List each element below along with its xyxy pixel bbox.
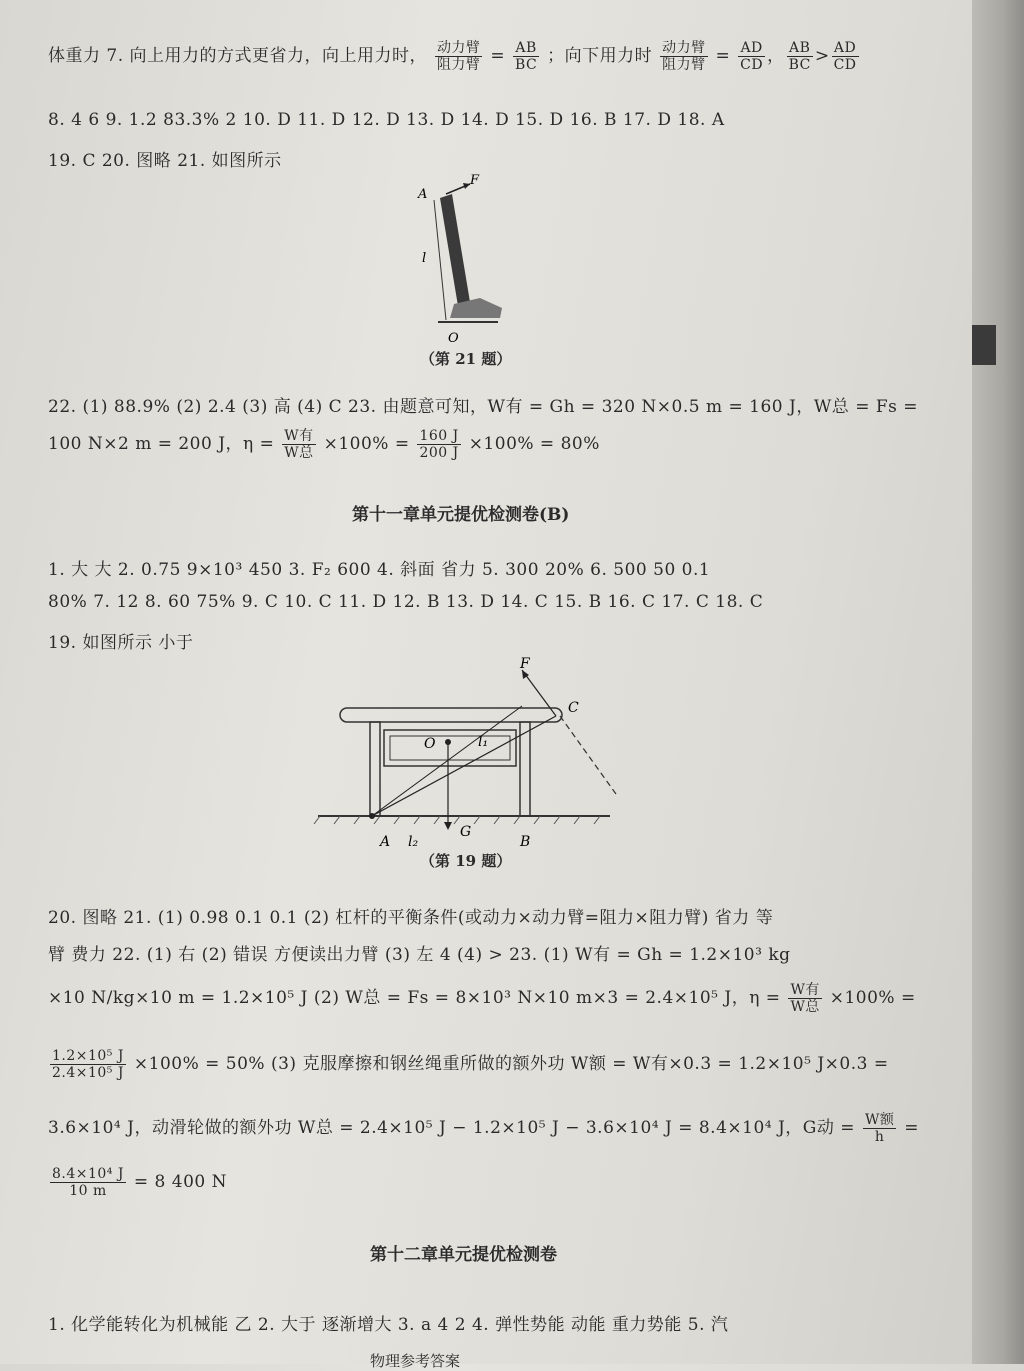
chapter-12-heading: 第十二章单元提优检测卷 bbox=[370, 1245, 557, 1265]
lever-handle bbox=[440, 194, 470, 306]
label-A: A bbox=[418, 187, 428, 202]
figure-19 bbox=[310, 650, 630, 855]
answer-line-14: $\frac{\text{8.4×10⁴ J}}{10 m}$ = 8 400 N bbox=[52, 1166, 227, 1199]
fraction: $\frac{\text{动力臂}}{\text{阻力臂}}$ bbox=[662, 40, 706, 73]
figure-19-caption: （第 19 题） bbox=[420, 852, 512, 870]
answer-line-4: 22. (1) 88.9% (2) 2.4 (3) 高 (4) C 23. 由题意可知，W有 = Gh = 320 N×0.5 m = 160 J，W总 = Fs = bbox=[48, 397, 919, 417]
ground-hatch bbox=[314, 816, 600, 824]
answer-line-13: 3.6×10⁴ J，动滑轮做的额外功 W总 = 2.4×10⁵ J − 1.2×10⁵ J − 3.6×10⁴ J = 8.4×10⁴ J，G动 = $\frac{\text{W额}}{h}$ = bbox=[48, 1112, 919, 1145]
fraction: $\frac{\text{W有}}{\text{W总}}$ bbox=[284, 428, 314, 461]
page-footer: 物理参考答案 bbox=[370, 1352, 461, 1370]
text: 体重力 7. 向上用力的方式更省力，向上用力时， bbox=[48, 46, 428, 66]
table-leg-left bbox=[370, 722, 380, 816]
arrowhead-icon bbox=[444, 822, 452, 830]
answer-line-7: 80% 7. 12 8. 60 75% 9. C 10. C 11. D 12. B 13. D 14. C 15. B 16. C 17. C 18. C bbox=[48, 592, 764, 612]
label-F: F bbox=[470, 173, 480, 188]
fraction: $\frac{\text{W额}}{h}$ bbox=[864, 1112, 895, 1145]
figure-21-caption: （第 21 题） bbox=[420, 350, 512, 368]
fraction: $\frac{160 J}{200 J}$ bbox=[419, 428, 459, 461]
fraction: $\frac{AB}{BC}$ bbox=[788, 40, 811, 73]
answer-line-8: 19. 如图所示 小于 bbox=[48, 633, 194, 653]
answer-line-12: $\frac{\text{1.2×10⁵ J}}{\text{2.4×10⁵ J}}$ ×100% = 50% (3) 克服摩擦和钢丝绳重所做的额外功 W额 = W有×0.3 = 1.2×10⁵ J×0.3 = bbox=[52, 1048, 889, 1081]
label-A: A bbox=[380, 834, 391, 850]
label-B: B bbox=[520, 834, 531, 850]
label-O: O bbox=[448, 331, 459, 345]
label-l1: l₁ bbox=[478, 734, 489, 750]
figure-21 bbox=[410, 170, 530, 345]
label-l: l bbox=[422, 251, 427, 266]
answer-line-6: 1. 大 大 2. 0.75 9×10³ 450 3. F₂ 600 4. 斜面 省力 5. 300 20% 6. 500 50 0.1 bbox=[48, 560, 711, 580]
table-leg-right bbox=[520, 722, 530, 816]
label-F: F bbox=[520, 656, 530, 672]
force-F-line bbox=[522, 670, 556, 716]
label-l2: l₂ bbox=[408, 834, 419, 850]
label-C: C bbox=[568, 700, 579, 716]
chapter-11-heading: 第十一章单元提优检测卷(B) bbox=[352, 505, 570, 525]
answer-line-9: 20. 图略 21. (1) 0.98 0.1 0.1 (2) 杠杆的平衡条件(或动力×动力臂=阻力×阻力臂) 省力 等 bbox=[48, 908, 774, 928]
answer-line-1: 体重力 7. 向上用力的方式更省力，向上用力时， $\frac{\text{动力臂}}{\text{阻力臂}}$ = $\frac{AB}{BC}$ ；向下用力时 $\frac{\text{动力臂}}{\text{阻力臂}}$ = $\frac{AD}{CD}$ ， $\frac{AB}{BC}$ > $\frac{AD}{CD}$ bbox=[48, 40, 857, 73]
answer-line-15: 1. 化学能转化为机械能 乙 2. 大于 逐渐增大 3. a 4 2 4. 弹性势能 动能 重力势能 5. 汽 bbox=[48, 1315, 729, 1335]
drawer-inner bbox=[390, 736, 510, 760]
fraction: $\frac{\text{动力臂}}{\text{阻力臂}}$ bbox=[436, 40, 481, 73]
answer-line-3: 19. C 20. 图略 21. 如图所示 bbox=[48, 151, 282, 171]
edge-tab bbox=[972, 325, 996, 365]
answer-line-2: 8. 4 6 9. 1.2 83.3% 2 10. D 11. D 12. D 13. D 14. D 15. D 16. B 17. D 18. A bbox=[48, 110, 725, 130]
fraction: $\frac{AB}{BC}$ bbox=[515, 40, 538, 73]
fraction: $\frac{AD}{CD}$ bbox=[740, 40, 764, 73]
fraction: $\frac{\text{W有}}{\text{W总}}$ bbox=[790, 982, 820, 1015]
dashed-extension bbox=[560, 716, 616, 794]
page-edge bbox=[972, 0, 1024, 1364]
fraction: $\frac{\text{1.2×10⁵ J}}{\text{2.4×10⁵ J}}$ bbox=[52, 1048, 124, 1081]
answer-line-10: 臂 费力 22. (1) 右 (2) 错误 方便读出力臂 (3) 左 4 (4) > 23. (1) W有 = Gh = 1.2×10³ kg bbox=[48, 945, 791, 965]
label-O: O bbox=[424, 736, 436, 752]
answer-line-11: ×10 N/kg×10 m = 1.2×10⁵ J (2) W总 = Fs = 8×10³ N×10 m×3 = 2.4×10⁵ J，η = $\frac{\text{W有}}{\text{W总}}$ ×100% = bbox=[48, 982, 916, 1015]
fraction: $\frac{AD}{CD}$ bbox=[833, 40, 857, 73]
table-top bbox=[340, 708, 562, 722]
arrowhead-icon bbox=[463, 183, 470, 189]
answer-line-5: 100 N×2 m = 200 J，η = $\frac{\text{W有}}{\text{W总}}$ ×100% = $\frac{160 J}{200 J}$ ×100% = 80% bbox=[48, 428, 600, 461]
fraction: $\frac{\text{8.4×10⁴ J}}{10 m}$ bbox=[52, 1166, 124, 1199]
label-G: G bbox=[460, 824, 472, 840]
